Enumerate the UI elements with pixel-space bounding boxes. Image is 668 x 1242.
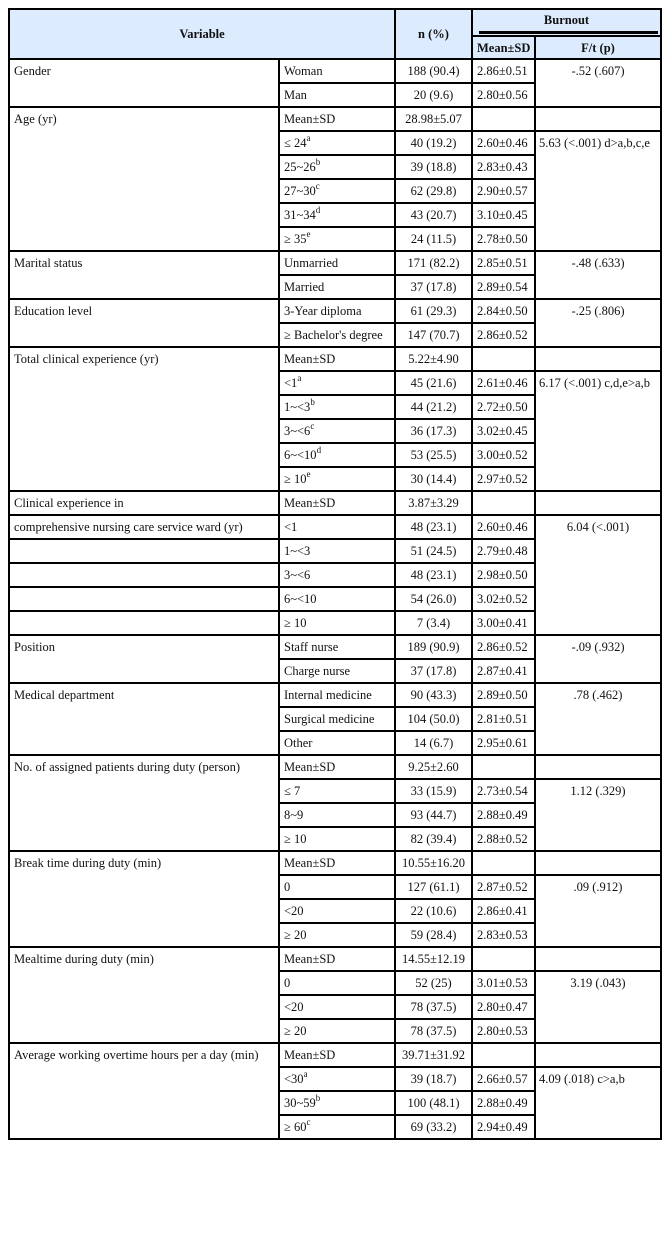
mean-sd-cell: 2.87±0.52	[472, 875, 535, 899]
category-label: ≥ 20	[284, 928, 307, 942]
ft-p-cell: -.48 (.633)	[535, 251, 661, 299]
mean-sd-cell	[472, 491, 535, 515]
category-cell	[279, 539, 395, 563]
ft-p-cell: 4.09 (.018) c>a,b	[535, 1067, 661, 1139]
n-pct-cell: 48 (23.1)	[395, 515, 472, 539]
category-cell	[279, 683, 395, 707]
table-row-summary	[9, 491, 661, 515]
category-label: <30	[284, 1072, 304, 1086]
category-cell: Mean±SD	[279, 347, 395, 371]
n-pct-cell: 59 (28.4)	[395, 923, 472, 947]
mean-sd-cell	[472, 755, 535, 779]
mean-sd-cell: 2.88±0.49	[472, 1091, 535, 1115]
category-label: 0	[284, 976, 291, 990]
category-cell: Mean±SD	[279, 755, 395, 779]
mean-sd-cell	[472, 851, 535, 875]
table-row-summary	[9, 947, 661, 971]
category-label: Staff nurse	[284, 640, 339, 654]
category-cell	[279, 659, 395, 683]
n-pct-cell: 52 (25)	[395, 971, 472, 995]
mean-sd-cell: 2.83±0.53	[472, 923, 535, 947]
header-mean-sd: Mean±SD	[472, 36, 535, 59]
mean-sd-cell: 2.78±0.50	[472, 227, 535, 251]
category-cell	[279, 995, 395, 1019]
category-label: 25~26	[284, 160, 316, 174]
category-label: 1~<3	[284, 544, 311, 558]
category-cell	[279, 827, 395, 851]
category-cell: Mean±SD	[279, 491, 395, 515]
category-cell	[279, 1091, 395, 1115]
mean-sd-cell: 2.80±0.53	[472, 1019, 535, 1043]
mean-sd-cell: 2.86±0.52	[472, 635, 535, 659]
mean-sd-cell: 2.86±0.52	[472, 323, 535, 347]
n-pct-cell: 39.71±31.92	[395, 1043, 472, 1067]
header-ft-p: F/t (p)	[535, 36, 661, 59]
table-row	[9, 635, 661, 659]
category-label: ≥ 10	[284, 616, 307, 630]
mean-sd-cell: 3.02±0.45	[472, 419, 535, 443]
variable-cell-empty	[9, 563, 279, 587]
n-pct-cell: 171 (82.2)	[395, 251, 472, 275]
n-pct-cell: 51 (24.5)	[395, 539, 472, 563]
table-row-summary	[9, 851, 661, 875]
mean-sd-cell: 3.01±0.53	[472, 971, 535, 995]
mean-sd-cell: 2.60±0.46	[472, 515, 535, 539]
variable-cell-empty	[9, 539, 279, 563]
n-pct-cell: 78 (37.5)	[395, 995, 472, 1019]
category-cell	[279, 371, 395, 395]
n-pct-cell: 14.55±12.19	[395, 947, 472, 971]
category-cell	[279, 275, 395, 299]
category-label: ≥ 20	[284, 1024, 307, 1038]
mean-sd-cell: 2.95±0.61	[472, 731, 535, 755]
ft-p-cell	[535, 491, 661, 515]
variable-cell-empty	[9, 587, 279, 611]
mean-sd-cell: 3.02±0.52	[472, 587, 535, 611]
category-superscript: a	[297, 373, 302, 383]
mean-sd-cell: 2.73±0.54	[472, 779, 535, 803]
category-cell	[279, 563, 395, 587]
n-pct-cell: 5.22±4.90	[395, 347, 472, 371]
category-label: ≥ Bachelor's degree	[284, 328, 383, 342]
ft-p-cell: 3.19 (.043)	[535, 971, 661, 1043]
category-cell	[279, 875, 395, 899]
mean-sd-cell: 2.86±0.51	[472, 59, 535, 83]
category-label: <1	[284, 520, 298, 534]
category-label: Woman	[284, 64, 323, 78]
category-label: ≥ 10	[284, 832, 307, 846]
ft-p-cell	[535, 851, 661, 875]
category-label: ≤ 7	[284, 784, 301, 798]
ft-p-cell	[535, 347, 661, 371]
mean-sd-cell	[472, 947, 535, 971]
variable-cell: Total clinical experience (yr)	[9, 347, 279, 491]
n-pct-cell: 37 (17.8)	[395, 275, 472, 299]
n-pct-cell: 40 (19.2)	[395, 131, 472, 155]
category-cell	[279, 131, 395, 155]
n-pct-cell: 82 (39.4)	[395, 827, 472, 851]
ft-p-cell: 5.63 (<.001) d>a,b,c,e	[535, 131, 661, 251]
variable-cell: Education level	[9, 299, 279, 347]
table-row-summary	[9, 347, 661, 371]
table-row	[9, 299, 661, 323]
category-label: 8~9	[284, 808, 304, 822]
mean-sd-cell: 2.61±0.46	[472, 371, 535, 395]
mean-sd-cell: 2.79±0.48	[472, 539, 535, 563]
variable-cell-empty	[9, 611, 279, 635]
category-label: Man	[284, 88, 307, 102]
category-label: 1~<3	[284, 400, 311, 414]
category-cell	[279, 515, 395, 539]
n-pct-cell: 188 (90.4)	[395, 59, 472, 83]
category-label: 3~<6	[284, 568, 311, 582]
n-pct-cell: 37 (17.8)	[395, 659, 472, 683]
ft-p-cell: .09 (.912)	[535, 875, 661, 947]
category-label: Charge nurse	[284, 664, 351, 678]
category-label: 31~34	[284, 208, 316, 222]
mean-sd-cell: 2.81±0.51	[472, 707, 535, 731]
category-cell	[279, 1019, 395, 1043]
category-cell	[279, 899, 395, 923]
ft-p-cell: -.52 (.607)	[535, 59, 661, 107]
n-pct-cell: 33 (15.9)	[395, 779, 472, 803]
mean-sd-cell: 2.94±0.49	[472, 1115, 535, 1139]
category-cell	[279, 203, 395, 227]
category-cell	[279, 227, 395, 251]
ft-p-cell: -.25 (.806)	[535, 299, 661, 347]
n-pct-cell: 3.87±3.29	[395, 491, 472, 515]
n-pct-cell: 20 (9.6)	[395, 83, 472, 107]
category-superscript: c	[310, 421, 315, 431]
mean-sd-cell: 2.72±0.50	[472, 395, 535, 419]
category-cell	[279, 299, 395, 323]
ft-p-cell	[535, 947, 661, 971]
n-pct-cell: 61 (29.3)	[395, 299, 472, 323]
mean-sd-cell: 2.90±0.57	[472, 179, 535, 203]
n-pct-cell: 39 (18.8)	[395, 155, 472, 179]
table-row	[9, 251, 661, 275]
category-label: Surgical medicine	[284, 712, 375, 726]
category-cell	[279, 971, 395, 995]
category-cell	[279, 155, 395, 179]
category-label: ≥ 35	[284, 232, 307, 246]
variable-cell: Gender	[9, 59, 279, 107]
n-pct-cell: 45 (21.6)	[395, 371, 472, 395]
ft-p-cell: 6.04 (<.001)	[535, 515, 661, 635]
category-cell: Mean±SD	[279, 947, 395, 971]
header-burnout: Burnout	[472, 9, 661, 36]
mean-sd-cell: 2.85±0.51	[472, 251, 535, 275]
n-pct-cell: 14 (6.7)	[395, 731, 472, 755]
category-cell: Mean±SD	[279, 107, 395, 131]
n-pct-cell: 90 (43.3)	[395, 683, 472, 707]
mean-sd-cell: 2.98±0.50	[472, 563, 535, 587]
header-n-pct: n (%)	[395, 9, 472, 59]
ft-p-cell: .78 (.462)	[535, 683, 661, 755]
mean-sd-cell: 2.80±0.47	[472, 995, 535, 1019]
category-label: 27~30	[284, 184, 316, 198]
n-pct-cell: 104 (50.0)	[395, 707, 472, 731]
burnout-table	[8, 8, 662, 1140]
category-label: Married	[284, 280, 325, 294]
n-pct-cell: 43 (20.7)	[395, 203, 472, 227]
category-label: ≤ 24	[284, 136, 307, 150]
variable-cell-line2: comprehensive nursing care service ward (yr)	[9, 515, 279, 539]
category-cell	[279, 179, 395, 203]
table-header	[9, 9, 661, 59]
category-superscript: a	[306, 133, 311, 143]
mean-sd-cell: 2.89±0.50	[472, 683, 535, 707]
mean-sd-cell: 2.97±0.52	[472, 467, 535, 491]
category-superscript: e	[306, 229, 311, 239]
category-label: Other	[284, 736, 313, 750]
n-pct-cell: 69 (33.2)	[395, 1115, 472, 1139]
category-cell	[279, 1115, 395, 1139]
category-cell: Mean±SD	[279, 851, 395, 875]
category-superscript: c	[306, 1117, 311, 1127]
n-pct-cell: 9.25±2.60	[395, 755, 472, 779]
category-cell	[279, 395, 395, 419]
table-row-summary	[9, 755, 661, 779]
mean-sd-cell: 2.84±0.50	[472, 299, 535, 323]
category-label: <20	[284, 904, 304, 918]
category-cell	[279, 779, 395, 803]
mean-sd-cell: 2.87±0.41	[472, 659, 535, 683]
category-cell	[279, 1067, 395, 1091]
mean-sd-cell	[472, 1043, 535, 1067]
mean-sd-cell: 2.60±0.46	[472, 131, 535, 155]
variable-cell: Break time during duty (min)	[9, 851, 279, 947]
category-cell	[279, 587, 395, 611]
category-label: ≥ 60	[284, 1120, 307, 1134]
n-pct-cell: 62 (29.8)	[395, 179, 472, 203]
n-pct-cell: 36 (17.3)	[395, 419, 472, 443]
category-label: Internal medicine	[284, 688, 372, 702]
mean-sd-cell: 2.88±0.52	[472, 827, 535, 851]
category-label: 6~<10	[284, 592, 317, 606]
table-row	[9, 515, 661, 539]
mean-sd-cell: 2.86±0.41	[472, 899, 535, 923]
mean-sd-cell: 2.83±0.43	[472, 155, 535, 179]
category-label: 30~59	[284, 1096, 316, 1110]
n-pct-cell: 53 (25.5)	[395, 443, 472, 467]
category-cell	[279, 59, 395, 83]
ft-p-cell	[535, 1043, 661, 1067]
category-superscript: c	[315, 181, 320, 191]
category-cell	[279, 803, 395, 827]
variable-cell: Average working overtime hours per a day (min)	[9, 1043, 279, 1139]
n-pct-cell: 7 (3.4)	[395, 611, 472, 635]
n-pct-cell: 28.98±5.07	[395, 107, 472, 131]
category-label: 6~<10	[284, 448, 317, 462]
table-row-summary	[9, 107, 661, 131]
variable-cell: Position	[9, 635, 279, 683]
n-pct-cell: 10.55±16.20	[395, 851, 472, 875]
ft-p-cell: 1.12 (.329)	[535, 779, 661, 851]
n-pct-cell: 127 (61.1)	[395, 875, 472, 899]
mean-sd-cell: 2.88±0.49	[472, 803, 535, 827]
category-cell	[279, 707, 395, 731]
category-label: <20	[284, 1000, 304, 1014]
ft-p-cell	[535, 107, 661, 131]
category-superscript: b	[310, 397, 315, 407]
category-cell	[279, 323, 395, 347]
n-pct-cell: 100 (48.1)	[395, 1091, 472, 1115]
mean-sd-cell: 3.00±0.52	[472, 443, 535, 467]
category-label: <1	[284, 376, 298, 390]
table-row	[9, 683, 661, 707]
n-pct-cell: 30 (14.4)	[395, 467, 472, 491]
mean-sd-cell: 2.80±0.56	[472, 83, 535, 107]
category-cell	[279, 731, 395, 755]
category-cell	[279, 611, 395, 635]
category-cell	[279, 443, 395, 467]
n-pct-cell: 54 (26.0)	[395, 587, 472, 611]
ft-p-cell: 6.17 (<.001) c,d,e>a,b	[535, 371, 661, 491]
n-pct-cell: 48 (23.1)	[395, 563, 472, 587]
n-pct-cell: 78 (37.5)	[395, 1019, 472, 1043]
mean-sd-cell: 3.10±0.45	[472, 203, 535, 227]
table-row-summary	[9, 1043, 661, 1067]
header-variable: Variable	[9, 9, 395, 59]
table-row	[9, 59, 661, 83]
category-label: Unmarried	[284, 256, 339, 270]
category-superscript: b	[315, 157, 321, 167]
category-superscript: e	[306, 469, 311, 479]
category-label: 3~<6	[284, 424, 311, 438]
category-label: ≥ 10	[284, 472, 307, 486]
n-pct-cell: 93 (44.7)	[395, 803, 472, 827]
category-cell	[279, 467, 395, 491]
category-cell	[279, 923, 395, 947]
variable-cell: Clinical experience in	[9, 491, 279, 515]
category-cell	[279, 635, 395, 659]
category-cell	[279, 251, 395, 275]
category-cell	[279, 419, 395, 443]
mean-sd-cell	[472, 107, 535, 131]
category-cell	[279, 83, 395, 107]
n-pct-cell: 22 (10.6)	[395, 899, 472, 923]
n-pct-cell: 24 (11.5)	[395, 227, 472, 251]
mean-sd-cell	[472, 347, 535, 371]
ft-p-cell: -.09 (.932)	[535, 635, 661, 683]
n-pct-cell: 44 (21.2)	[395, 395, 472, 419]
variable-cell: No. of assigned patients during duty (person)	[9, 755, 279, 851]
category-superscript: b	[315, 1093, 321, 1103]
ft-p-cell	[535, 755, 661, 779]
mean-sd-cell: 2.66±0.57	[472, 1067, 535, 1091]
n-pct-cell: 39 (18.7)	[395, 1067, 472, 1091]
category-label: 0	[284, 880, 291, 894]
table-body	[9, 59, 661, 1139]
variable-cell: Marital status	[9, 251, 279, 299]
category-superscript: a	[303, 1069, 308, 1079]
n-pct-cell: 147 (70.7)	[395, 323, 472, 347]
mean-sd-cell: 3.00±0.41	[472, 611, 535, 635]
mean-sd-cell: 2.89±0.54	[472, 275, 535, 299]
n-pct-cell: 189 (90.9)	[395, 635, 472, 659]
category-superscript: d	[315, 205, 321, 215]
category-superscript: d	[316, 445, 322, 455]
category-label: 3-Year diploma	[284, 304, 362, 318]
variable-cell: Age (yr)	[9, 107, 279, 251]
variable-cell: Medical department	[9, 683, 279, 755]
category-cell: Mean±SD	[279, 1043, 395, 1067]
variable-cell: Mealtime during duty (min)	[9, 947, 279, 1043]
